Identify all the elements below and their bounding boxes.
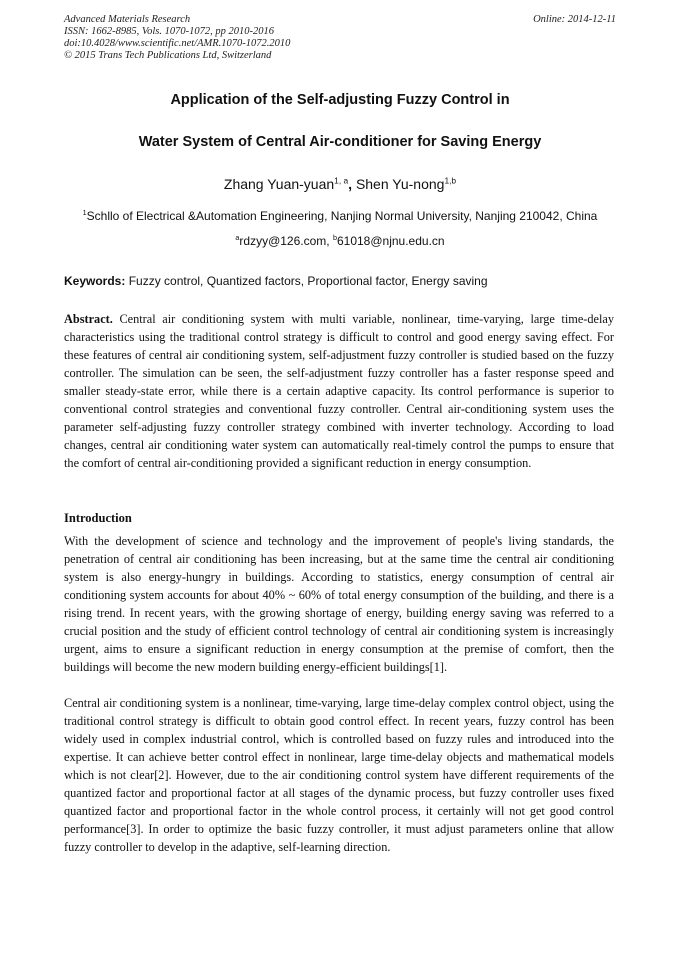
abstract-text: Central air conditioning system with multi variable, nonlinear, time-varying, large time-delay characteristics using the traditional control strategy is difficult to control and good energy saving effect. For these features of central air conditioning system, self-adjustment fuzzy controller is studied based on the fuzzy controller. The simulation can be seen, the self-adjustment fuzzy controller has a faster response speed and smaller steady-state error, while there is a certain adaptive capacity. Its control performance is superior to conventional control strategies and conventional fuzzy controller. Central air-conditioning system uses the parameter self-adjusting fuzzy controller strategy combined with inverter technology. According to load changes, central air conditioning water system can automatically real-timely control the pumps to ensure that the comfort of central air-conditioning provided a significant reduction in energy consumption.	[64, 312, 614, 470]
author-list	[64, 175, 616, 193]
header-top-row	[64, 14, 616, 26]
abstract	[64, 310, 614, 472]
doi-line: doi:10.4028/www.scientific.net/AMR.1070-1072.2010	[64, 38, 291, 49]
email-b[interactable]: 61018@njnu.edu.cn	[336, 234, 445, 248]
email-separator: ,	[326, 234, 333, 248]
email-b-superscript: b	[332, 233, 337, 242]
keywords-text: Fuzzy control, Quantized factors, Proportional factor, Energy saving	[125, 274, 488, 288]
paper-title-line-1: Application of the Self-adjusting Fuzzy Control in	[170, 92, 510, 108]
introduction-paragraph-1: With the development of science and technology and the improvement of people's living standards, the penetration of central air conditioning has been increasing, but at the same time the central air conditioning system is also energy-hungry in buildings. According to statistics, energy consumption of central air conditioning system accounts for about 40% ~ 60% of total energy consumption of the building, and there is a rising trend. In recent years, with the growing shortage of energy, building energy saving was referred to a crucial position and the study of efficient control technology of central air conditioning system is increasingly urgent, aims to ensure a significant reduction in energy consumption at the premise of comfort, then the buildings will become the new modern building energy-efficient buildings[1].	[64, 534, 614, 674]
author-2-superscript: 1,b	[444, 175, 457, 186]
introduction-heading: Introduction	[64, 511, 132, 525]
abstract-label: Abstract.	[64, 312, 113, 326]
affiliation-superscript: 1	[82, 208, 87, 217]
journal-header	[64, 14, 616, 62]
paper-title-line-2: Water System of Central Air-conditioner for Saving Energy	[138, 134, 542, 150]
author-1-name: Zhang Yuan-yuan	[223, 176, 335, 192]
online-date: Online: 2014-12-11	[533, 14, 616, 25]
email-a[interactable]: rdzyy@126.com	[239, 234, 327, 248]
keywords	[64, 273, 616, 289]
author-2-name: Shen Yu-nong	[355, 176, 445, 192]
introduction-paragraph-2: Central air conditioning system is a nonlinear, time-varying, large time-delay complex control object, using the traditional control strategy is difficult to obtain good control effect. In recent years, fuzzy control has been widely used in complex industrial control, which is controlled based on fuzzy rules and introduced into the expertise. It can achieve better control effect in nonlinear, large time-delay objects and mathematical models which is not clear[2]. However, due to the air conditioning control system have different requirements of the quantized factor and proportional factor at all stages of the dynamic process, but fuzzy controller uses fixed quantized factor and proportional factor in the whole control process, it certainly will not get good control performance[3]. In order to optimize the basic fuzzy controller, it must adjust parameters online that allow fuzzy controller to develop in the adaptive, self-learning direction.	[64, 696, 614, 854]
affiliation-text: Schllo of Electrical &Automation Engineering, Nanjing Normal University, Nanjing 210042, China	[86, 209, 598, 223]
copyright-line: © 2015 Trans Tech Publications Ltd, Switzerland	[64, 50, 272, 61]
author-separator: ,	[348, 176, 356, 192]
author-emails	[64, 233, 616, 249]
keywords-label: Keywords:	[64, 274, 126, 288]
issn-line: ISSN: 1662-8985, Vols. 1070-1072, pp 2010-2016	[64, 26, 274, 37]
affiliation	[64, 208, 616, 224]
journal-name: Advanced Materials Research	[64, 14, 191, 25]
email-a-superscript: a	[235, 233, 240, 242]
author-1-superscript: 1, a	[334, 175, 349, 186]
